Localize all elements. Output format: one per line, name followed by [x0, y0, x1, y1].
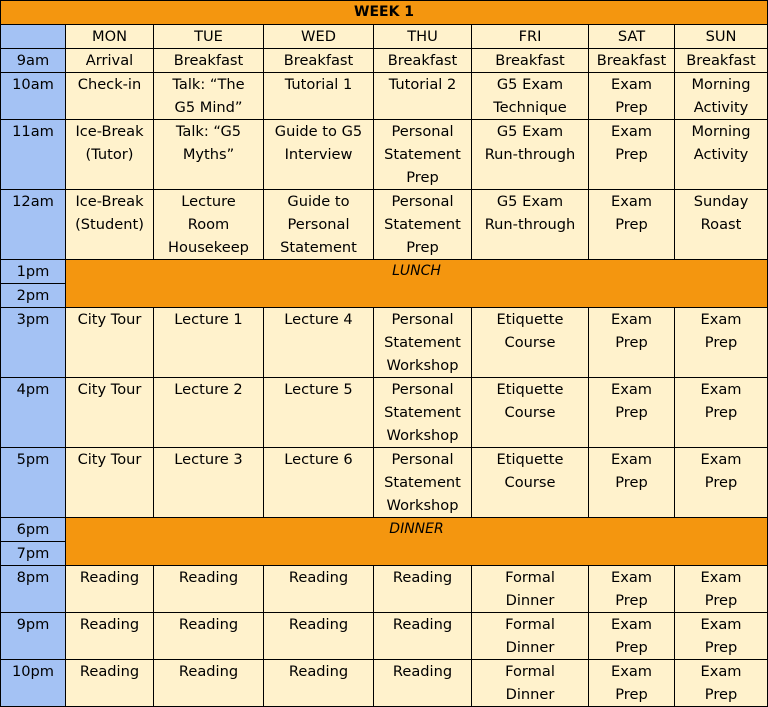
cell-line: Interview [284, 146, 353, 163]
schedule-cell [66, 660, 154, 707]
schedule-cell [264, 448, 374, 518]
schedule-cell [374, 613, 472, 660]
cell-line: Lecture 2 [174, 381, 243, 398]
cell-line: Exam [610, 569, 653, 586]
schedule-cell [472, 448, 589, 518]
cell-line: Personal [391, 193, 454, 210]
time-label: 2pm [1, 284, 66, 308]
cell-line: Reading [178, 569, 239, 586]
cell-line: Prep [615, 99, 648, 116]
schedule-cell [675, 73, 768, 120]
cell-line: Prep [406, 169, 439, 186]
schedule-cell [589, 49, 675, 73]
time-label: 8pm [1, 566, 66, 613]
schedule-cell [66, 613, 154, 660]
schedule-cell [675, 448, 768, 518]
schedule-cell [675, 120, 768, 190]
cell-line: Prep [615, 686, 648, 703]
cell-line: Reading [178, 616, 239, 633]
cell-line: Breakfast [387, 52, 458, 69]
schedule-cell [66, 120, 154, 190]
cell-line: Exam [700, 616, 742, 633]
schedule-cell [374, 49, 472, 73]
cell-line: Housekeep [168, 239, 249, 256]
cell-line: Reading [288, 616, 349, 633]
schedule-cell [374, 73, 472, 120]
schedule-cell [589, 120, 675, 190]
cell-line: Tutorial 1 [284, 76, 353, 93]
cell-line: Check-in [77, 76, 142, 93]
schedule-cell [154, 49, 264, 73]
time-row-9pm [1, 613, 768, 660]
cell-line: Personal [391, 123, 454, 140]
cell-line: Etiquette [496, 311, 564, 328]
cell-line: Prep [615, 474, 648, 491]
cell-line: Lecture 1 [174, 311, 243, 328]
schedule-cell [264, 73, 374, 120]
schedule-cell [374, 190, 472, 260]
cell-line: Statement [384, 334, 461, 351]
cell-line: Etiquette [496, 451, 564, 468]
cell-line: Exam [610, 123, 653, 140]
cell-line: Formal [505, 616, 555, 633]
day-header-wed: WED [264, 25, 374, 49]
schedule-cell [66, 49, 154, 73]
cell-line: Activity [693, 99, 749, 116]
day-header-mon: MON [66, 25, 154, 49]
schedule-cell [66, 448, 154, 518]
cell-line: Etiquette [496, 381, 564, 398]
cell-line: Prep [615, 404, 648, 421]
time-label: 9pm [1, 613, 66, 660]
schedule-cell [374, 660, 472, 707]
time-row-10pm [1, 660, 768, 707]
schedule-cell [589, 566, 675, 613]
cell-line: Personal [287, 216, 350, 233]
cell-line: Lecture 3 [174, 451, 243, 468]
cell-line: Formal [505, 663, 555, 680]
cell-line: G5 Exam [496, 123, 564, 140]
cell-line: Statement [384, 474, 461, 491]
cell-line: Statement [384, 146, 461, 163]
schedule-cell [675, 660, 768, 707]
day-header-sun: SUN [675, 25, 768, 49]
day-header-thu: THU [374, 25, 472, 49]
cell-line: Exam [700, 451, 742, 468]
cell-line: Exam [700, 381, 742, 398]
schedule-cell [154, 660, 264, 707]
time-row-4pm [1, 378, 768, 448]
cell-line: Dinner [505, 592, 555, 609]
schedule-cell [154, 378, 264, 448]
schedule-cell [675, 190, 768, 260]
schedule-cell [374, 448, 472, 518]
cell-line: G5 Exam [496, 76, 564, 93]
schedule-cell [472, 190, 589, 260]
cell-line: Talk: “The [172, 76, 245, 93]
schedule-cell [154, 308, 264, 378]
cell-line: Morning [691, 76, 751, 93]
cell-line: G5 Exam [496, 193, 564, 210]
cell-line: Room [187, 216, 230, 233]
time-label: 4pm [1, 378, 66, 448]
time-label: 6pm [1, 518, 66, 542]
schedule-cell [589, 613, 675, 660]
cell-line: Prep [615, 592, 648, 609]
schedule-cell [675, 566, 768, 613]
cell-line: Breakfast [173, 52, 244, 69]
cell-line: Morning [691, 123, 751, 140]
cell-line: Exam [610, 76, 653, 93]
schedule-cell [589, 190, 675, 260]
cell-line: Roast [700, 216, 742, 233]
dinner-band: DINNER [66, 518, 768, 566]
cell-line: Arrival [85, 52, 134, 69]
day-header-row [1, 25, 768, 49]
cell-line: Prep [704, 592, 738, 609]
cell-line: Exam [610, 381, 653, 398]
schedule-cell [374, 566, 472, 613]
schedule-cell [675, 49, 768, 73]
time-label: 3pm [1, 308, 66, 378]
cell-line: Dinner [505, 686, 555, 703]
schedule-cell [66, 73, 154, 120]
cell-line: Ice-Break [75, 123, 144, 140]
cell-line: Exam [610, 616, 653, 633]
time-row-6pm [1, 518, 768, 542]
cell-line: Reading [288, 663, 349, 680]
time-label: 5pm [1, 448, 66, 518]
cell-line: Activity [693, 146, 749, 163]
cell-line: Exam [700, 311, 742, 328]
cell-line: Personal [391, 381, 454, 398]
schedule-cell [589, 73, 675, 120]
schedule-cell [374, 308, 472, 378]
schedule-cell [264, 120, 374, 190]
cell-line: Exam [700, 569, 742, 586]
cell-line: Reading [79, 569, 140, 586]
time-label: 11am [1, 120, 66, 190]
schedule-cell [66, 190, 154, 260]
schedule-cell [472, 308, 589, 378]
cell-line: Run-through [484, 146, 576, 163]
cell-line: Tutorial 2 [388, 76, 457, 93]
time-row-8pm [1, 566, 768, 613]
schedule-cell [589, 378, 675, 448]
cell-line: (Student) [75, 216, 144, 233]
time-row-10am [1, 73, 768, 120]
cell-line: Prep [615, 334, 648, 351]
cell-line: Guide to G5 [274, 123, 363, 140]
time-row-12am [1, 190, 768, 260]
time-label: 12am [1, 190, 66, 260]
day-header-fri: FRI [472, 25, 589, 49]
cell-line: Technique [493, 99, 567, 116]
cell-line: Reading [288, 569, 349, 586]
cell-line: Run-through [484, 216, 576, 233]
cell-line: Myths” [182, 146, 235, 163]
cell-line: Course [504, 404, 556, 421]
cell-line: Reading [79, 616, 140, 633]
cell-line: Dinner [505, 639, 555, 656]
time-row-5pm [1, 448, 768, 518]
cell-line: Prep [704, 334, 738, 351]
schedule-cell [66, 308, 154, 378]
cell-line: Prep [704, 474, 738, 491]
cell-line: Reading [392, 616, 453, 633]
cell-line: Lecture [181, 193, 236, 210]
cell-line: Formal [505, 569, 555, 586]
cell-line: Prep [704, 639, 738, 656]
schedule-cell [264, 308, 374, 378]
cell-line: Reading [79, 663, 140, 680]
cell-line: Ice-Break [75, 193, 144, 210]
cell-line: Reading [178, 663, 239, 680]
week-title: WEEK 1 [1, 1, 768, 25]
time-label: 7pm [1, 542, 66, 566]
week-title-row [1, 1, 768, 25]
time-label: 1pm [1, 260, 66, 284]
cell-line: Exam [700, 663, 742, 680]
schedule-cell [264, 566, 374, 613]
cell-line: Prep [406, 239, 439, 256]
schedule-cell [589, 308, 675, 378]
schedule-cell [154, 73, 264, 120]
cell-line: Statement [384, 404, 461, 421]
lunch-band: LUNCH [66, 260, 768, 308]
schedule-cell [264, 613, 374, 660]
cell-line: Guide to [287, 193, 350, 210]
day-header-sat: SAT [589, 25, 675, 49]
schedule-cell [675, 378, 768, 448]
day-header-tue: TUE [154, 25, 264, 49]
time-label: 9am [1, 49, 66, 73]
cell-line: Breakfast [283, 52, 354, 69]
cell-line: Lecture 4 [284, 311, 353, 328]
cell-line: Workshop [386, 357, 459, 374]
cell-line: Workshop [386, 427, 459, 444]
time-row-11am [1, 120, 768, 190]
cell-line: City Tour [77, 311, 142, 328]
time-row-9am [1, 49, 768, 73]
schedule-cell [472, 613, 589, 660]
time-row-1pm [1, 260, 768, 284]
cell-line: Breakfast [596, 52, 667, 69]
cell-line: Workshop [386, 497, 459, 514]
cell-line: City Tour [77, 381, 142, 398]
schedule-cell [472, 378, 589, 448]
schedule-cell [66, 566, 154, 613]
schedule-cell [589, 660, 675, 707]
cell-line: Statement [384, 216, 461, 233]
cell-line: Prep [615, 216, 648, 233]
schedule-cell [472, 660, 589, 707]
cell-line: (Tutor) [85, 146, 134, 163]
schedule-cell [154, 448, 264, 518]
schedule-cell [264, 378, 374, 448]
cell-line: Reading [392, 569, 453, 586]
cell-line: Prep [704, 404, 738, 421]
cell-line: Exam [610, 193, 653, 210]
time-label: 10am [1, 73, 66, 120]
cell-line: City Tour [77, 451, 142, 468]
cell-line: Course [504, 334, 556, 351]
cell-line: Prep [615, 639, 648, 656]
schedule-cell [154, 613, 264, 660]
cell-line: Personal [391, 311, 454, 328]
schedule-cell [154, 566, 264, 613]
cell-line: G5 Mind” [174, 99, 243, 116]
cell-line: Prep [615, 146, 648, 163]
cell-line: Prep [704, 686, 738, 703]
cell-line: Statement [280, 239, 357, 256]
cell-line: Talk: “G5 [175, 123, 242, 140]
schedule-cell [472, 566, 589, 613]
cell-line: Lecture 6 [284, 451, 353, 468]
schedule-cell [264, 190, 374, 260]
time-label: 10pm [1, 660, 66, 707]
schedule-cell [675, 308, 768, 378]
schedule-cell [264, 660, 374, 707]
schedule-cell [472, 73, 589, 120]
cell-line: Lecture 5 [284, 381, 353, 398]
schedule-cell [374, 120, 472, 190]
schedule-cell [675, 613, 768, 660]
schedule-cell [374, 378, 472, 448]
schedule-cell [66, 378, 154, 448]
schedule-cell [472, 49, 589, 73]
cell-line: Personal [391, 451, 454, 468]
cell-line: Reading [392, 663, 453, 680]
cell-line: Breakfast [495, 52, 565, 69]
schedule-cell [589, 448, 675, 518]
cell-line: Sunday [693, 193, 749, 210]
cell-line: Exam [610, 451, 653, 468]
schedule-cell [264, 49, 374, 73]
schedule-cell [154, 190, 264, 260]
time-row-3pm [1, 308, 768, 378]
cell-line: Breakfast [686, 52, 756, 69]
cell-line: Exam [610, 311, 653, 328]
schedule-cell [154, 120, 264, 190]
cell-line: Course [504, 474, 556, 491]
schedule-cell [472, 120, 589, 190]
corner-cell [1, 25, 66, 49]
cell-line: Exam [610, 663, 653, 680]
